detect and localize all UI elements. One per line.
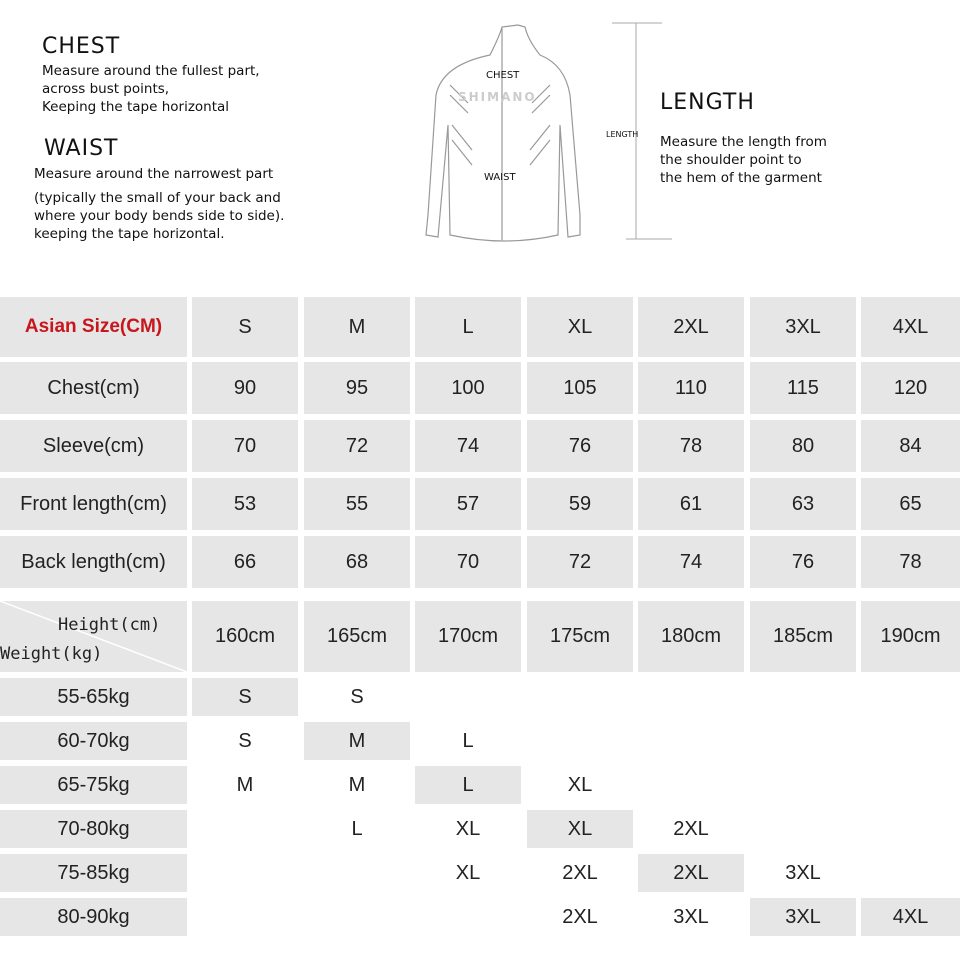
size-cell xyxy=(750,854,856,892)
measurement-value xyxy=(638,478,744,530)
cell-text: 110 xyxy=(675,376,707,399)
size-header-cell xyxy=(192,297,298,357)
measurement-value xyxy=(527,420,633,472)
cell-text: 190cm xyxy=(880,625,941,647)
cell-text: 63 xyxy=(791,492,815,515)
cell-text: 70 xyxy=(233,434,257,457)
cell-text: L xyxy=(462,729,474,752)
cell-text: M xyxy=(348,773,366,796)
cell-text: 59 xyxy=(568,492,592,515)
cell-text: 100 xyxy=(451,376,485,399)
waist-description: Measure around the narrowest part xyxy=(34,166,274,182)
height-header-cell xyxy=(750,601,856,672)
height-header-cell xyxy=(304,601,410,672)
cell-text: Asian Size(CM) xyxy=(24,316,163,337)
measurement-label xyxy=(0,536,187,588)
size-cell xyxy=(304,678,410,716)
cell-text: Back length(cm) xyxy=(21,550,166,573)
cell-text: 4XL xyxy=(892,315,929,338)
cell-text: 57 xyxy=(456,492,480,515)
size-cell xyxy=(527,898,633,936)
cell-text: 115 xyxy=(787,376,819,399)
size-cell xyxy=(415,810,521,848)
diagram-chest-label: CHEST xyxy=(486,70,520,81)
recommended-size-cell xyxy=(527,810,633,848)
jersey-logo: SHIMANO xyxy=(458,90,537,104)
cell-text: 55-65kg xyxy=(57,685,130,708)
size-cell xyxy=(192,722,298,760)
cell-text: 165cm xyxy=(326,625,388,647)
cell-text: 175cm xyxy=(549,625,611,647)
measurement-value xyxy=(415,536,521,588)
cell-text: 74 xyxy=(679,550,703,573)
cell-text: XL xyxy=(455,817,481,840)
weight-label xyxy=(0,854,187,892)
cell-text: Sleeve(cm) xyxy=(42,434,145,457)
size-cell xyxy=(304,810,410,848)
cell-text: 70 xyxy=(456,550,480,573)
cell-text: 3XL xyxy=(785,905,821,928)
cell-text: 95 xyxy=(345,376,369,399)
size-cell xyxy=(527,854,633,892)
recommended-size-cell xyxy=(415,766,521,804)
cell-text: 90 xyxy=(233,376,257,399)
measurement-label xyxy=(0,420,187,472)
weight-label xyxy=(0,898,187,936)
measurement-label xyxy=(0,362,187,414)
height-header-cell xyxy=(415,601,521,672)
cell-text: 3XL xyxy=(785,315,821,338)
measurement-value xyxy=(527,362,633,414)
weight-label xyxy=(0,766,187,804)
cell-text: 74 xyxy=(456,434,480,457)
size-cell xyxy=(638,810,744,848)
measurement-value xyxy=(750,362,856,414)
cell-text: 66 xyxy=(233,550,257,573)
cell-text: 70-80kg xyxy=(57,817,130,840)
height-axis-label: Height(cm) xyxy=(58,615,161,635)
cell-text: Chest(cm) xyxy=(47,376,140,399)
size-cell xyxy=(415,854,521,892)
size-header-cell xyxy=(750,297,856,357)
waist-title: WAIST xyxy=(44,136,119,161)
chest-title: CHEST xyxy=(42,34,121,59)
recommended-size-cell xyxy=(192,678,298,716)
cell-text: 72 xyxy=(568,550,592,573)
measurement-value xyxy=(861,420,960,472)
cell-text: M xyxy=(236,773,254,796)
cell-text: Front length(cm) xyxy=(20,492,167,515)
cell-text: XL xyxy=(455,861,481,884)
cell-text: 53 xyxy=(233,492,257,515)
measurement-value xyxy=(750,536,856,588)
measurement-value xyxy=(861,478,960,530)
measurement-value xyxy=(304,420,410,472)
height-header-cell xyxy=(638,601,744,672)
weight-label xyxy=(0,810,187,848)
size-cell xyxy=(304,766,410,804)
measurement-label xyxy=(0,478,187,530)
cell-text: S xyxy=(238,685,252,708)
cell-text: 60-70kg xyxy=(57,729,130,752)
measurement-value xyxy=(304,362,410,414)
measurement-value xyxy=(192,420,298,472)
jersey-diagram xyxy=(390,15,690,255)
cell-text: 160cm xyxy=(214,625,276,647)
size-header-cell xyxy=(861,297,960,357)
cell-text: 72 xyxy=(345,434,369,457)
measurement-value xyxy=(861,536,960,588)
cell-text: XL xyxy=(567,315,593,338)
cell-text: 2XL xyxy=(562,905,598,928)
size-cell xyxy=(527,766,633,804)
cell-text: 2XL xyxy=(673,817,709,840)
measurement-value xyxy=(527,478,633,530)
cell-text: 3XL xyxy=(785,861,821,884)
diagram-length-label: LENGTH xyxy=(606,130,639,139)
height-header-cell xyxy=(861,601,960,672)
cell-text: XL xyxy=(567,773,593,796)
size-header-cell xyxy=(415,297,521,357)
cell-text: 76 xyxy=(791,550,815,573)
measurement-value xyxy=(304,478,410,530)
weight-axis-label: Weight(kg) xyxy=(0,644,103,664)
cell-text: 180cm xyxy=(660,625,722,647)
cell-text: 170cm xyxy=(437,625,499,647)
cell-text: 68 xyxy=(345,550,369,573)
recommended-size-cell xyxy=(861,898,960,936)
cell-text: S xyxy=(350,685,364,708)
cell-text: 84 xyxy=(899,434,922,457)
height-header-cell xyxy=(192,601,298,672)
measurement-value xyxy=(415,478,521,530)
recommended-size-cell xyxy=(638,854,744,892)
cell-text: S xyxy=(238,315,252,338)
chest-description: Measure around the fullest part, across bust points, Keeping the tape horizontal xyxy=(42,63,260,115)
recommended-size-cell xyxy=(304,722,410,760)
cell-text: L xyxy=(351,817,363,840)
cell-text: 3XL xyxy=(673,905,709,928)
cell-text: 2XL xyxy=(673,861,709,884)
cell-text: M xyxy=(348,315,366,338)
cell-text: 2XL xyxy=(562,861,598,884)
cell-text: 75-85kg xyxy=(57,861,130,884)
cell-text: XL xyxy=(567,817,593,840)
cell-text: 80-90kg xyxy=(57,905,130,928)
fit-table-corner xyxy=(0,601,187,672)
weight-label xyxy=(0,722,187,760)
size-table-corner xyxy=(0,297,187,357)
cell-text: M xyxy=(348,729,366,752)
measurement-value xyxy=(638,536,744,588)
measurement-value xyxy=(192,536,298,588)
measurement-value xyxy=(861,362,960,414)
cell-text: 65 xyxy=(899,492,922,515)
size-header-cell xyxy=(304,297,410,357)
diagram-waist-label: WAIST xyxy=(484,172,516,183)
length-description: Measure the length from the shoulder point to the hem of the garment xyxy=(660,134,827,186)
measurement-value xyxy=(638,420,744,472)
measurement-value xyxy=(750,420,856,472)
cell-text: 65-75kg xyxy=(57,773,130,796)
cell-text: 61 xyxy=(679,492,703,515)
weight-label xyxy=(0,678,187,716)
measurement-value xyxy=(750,478,856,530)
cell-text: 2XL xyxy=(673,315,709,338)
cell-text: 78 xyxy=(679,434,703,457)
cell-text: S xyxy=(238,729,252,752)
size-header-cell xyxy=(638,297,744,357)
cell-text: 185cm xyxy=(772,625,834,647)
cell-text: 80 xyxy=(791,434,815,457)
cell-text: L xyxy=(462,315,474,338)
cell-text: 76 xyxy=(568,434,592,457)
size-header-cell xyxy=(527,297,633,357)
cell-text: 78 xyxy=(899,550,922,573)
measurement-value xyxy=(527,536,633,588)
waist-description-detail: (typically the small of your back and where your body bends side to side). keeping the tape horizontal. xyxy=(34,190,285,242)
cell-text: 4XL xyxy=(892,905,929,928)
size-cell xyxy=(192,766,298,804)
measurement-value xyxy=(192,362,298,414)
length-title: LENGTH xyxy=(660,90,755,115)
cell-text: L xyxy=(462,773,474,796)
cell-text: 120 xyxy=(893,376,928,399)
size-cell xyxy=(638,898,744,936)
cell-text: 105 xyxy=(563,376,597,399)
measurement-value xyxy=(638,362,744,414)
measurement-value xyxy=(415,362,521,414)
measurement-value xyxy=(192,478,298,530)
size-cell xyxy=(415,722,521,760)
recommended-size-cell xyxy=(750,898,856,936)
measurement-value xyxy=(415,420,521,472)
measurement-value xyxy=(304,536,410,588)
height-header-cell xyxy=(527,601,633,672)
cell-text: 55 xyxy=(345,492,369,515)
